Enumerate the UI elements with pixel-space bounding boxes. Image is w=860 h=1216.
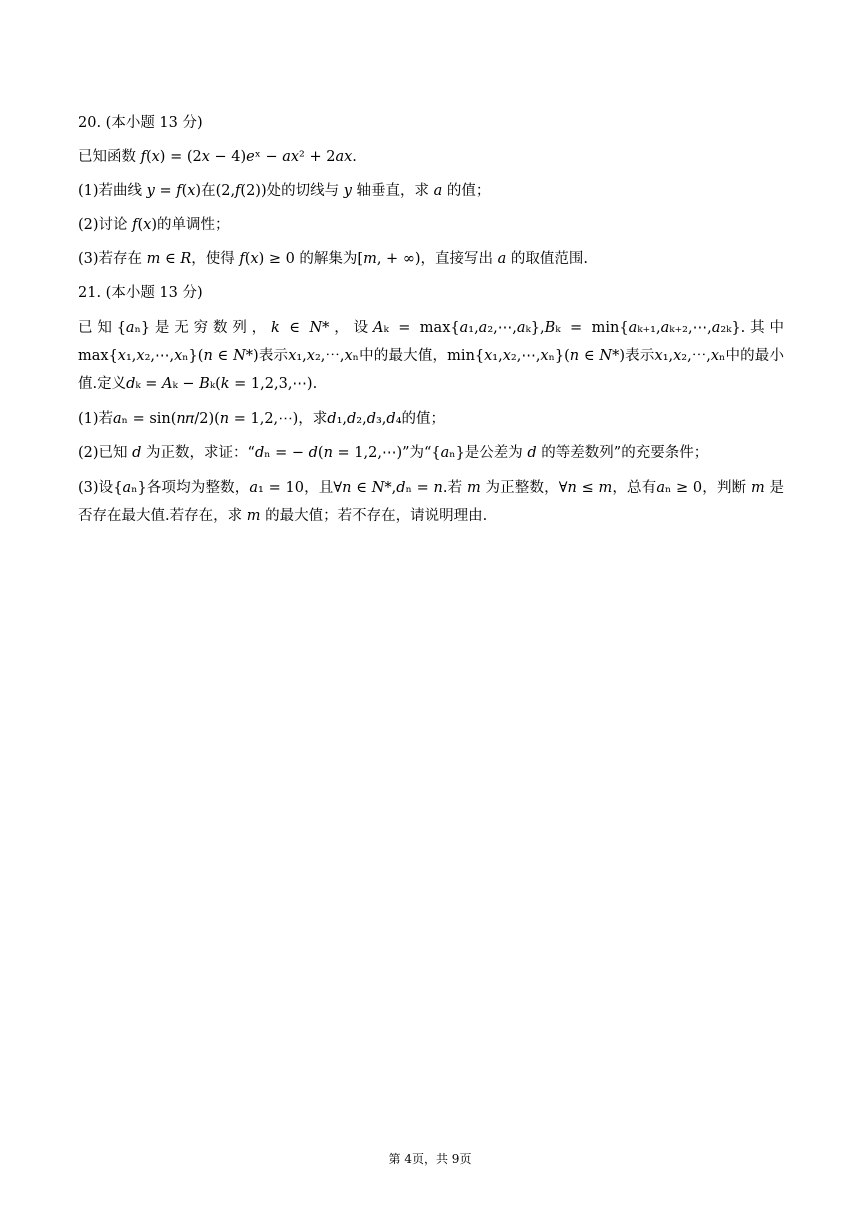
problem-20-part-2: (2)讨论 𝑓(𝑥)的单调性； bbox=[78, 217, 230, 233]
problem-21 bbox=[78, 280, 784, 530]
problem-20 bbox=[78, 110, 784, 272]
page-footer bbox=[0, 1150, 860, 1167]
problem-20-statement: 已知函数 𝑓(𝑥) = (2𝑥 − 4)𝑒ˣ − 𝑎𝑥² + 2𝑎𝑥. bbox=[78, 149, 357, 165]
problem-21-part-2: (2)已知 𝑑 为正数，求证：“𝑑ₙ = − 𝑑(𝑛 = 1,2,⋯)”为“{𝑎ₙ}是公差为 𝑑 的等差数列”的充要条件； bbox=[78, 445, 709, 461]
page-number: 第 4页，共 9页 bbox=[388, 1152, 472, 1166]
problem-21-header: 21. (本小题 13 分) bbox=[78, 285, 203, 301]
problem-21-part-1: (1)若𝑎ₙ = sin(𝑛𝜋/2)(𝑛 = 1,2,⋯)，求𝑑₁,𝑑₂,𝑑₃,𝑑₄的值； bbox=[78, 411, 446, 427]
problem-21-statement: 已知{𝑎ₙ}是无穷数列，𝑘 ∈ 𝑁*，设𝐴ₖ = max{𝑎₁,𝑎₂,⋯,𝑎ₖ},𝐵ₖ = min{𝑎ₖ₊₁,𝑎ₖ₊₂,⋯,𝑎₂ₖ}.其中 max{𝑥₁,𝑥₂,⋯,𝑥ₙ}(𝑛 ∈ 𝑁*)表示𝑥₁,𝑥₂,⋯,𝑥ₙ中的最大值，min{𝑥₁,𝑥₂,⋯,𝑥ₙ}(𝑛 ∈ 𝑁*)表示𝑥₁,𝑥₂,⋯,𝑥ₙ中的最小值.定义𝑑ₖ = 𝐴ₖ − 𝐵ₖ(𝑘 = 1,2,3,⋯). bbox=[78, 320, 784, 392]
problem-20-part-3: (3)若存在 𝑚 ∈ 𝑅，使得 𝑓(𝑥) ≥ 0 的解集为[𝑚, + ∞)，直接写出 𝑎 的取值范围. bbox=[78, 251, 589, 267]
page-content bbox=[78, 110, 784, 538]
problem-20-part-1: (1)若曲线 𝑦 = 𝑓(𝑥)在(2,𝑓(2))处的切线与 𝑦 轴垂直，求 𝑎 的值； bbox=[78, 183, 491, 199]
problem-21-part-3: (3)设{𝑎ₙ}各项均为整数，𝑎₁ = 10，且∀𝑛 ∈ 𝑁*,𝑑ₙ = 𝑛.若 𝑚 为正整数，∀𝑛 ≤ 𝑚，总有𝑎ₙ ≥ 0，判断 𝑚 是否存在最大值.若存在，求 𝑚 的最大值；若不存在，请说明理由. bbox=[78, 480, 784, 524]
problem-20-header: 20. (本小题 13 分) bbox=[78, 115, 203, 131]
